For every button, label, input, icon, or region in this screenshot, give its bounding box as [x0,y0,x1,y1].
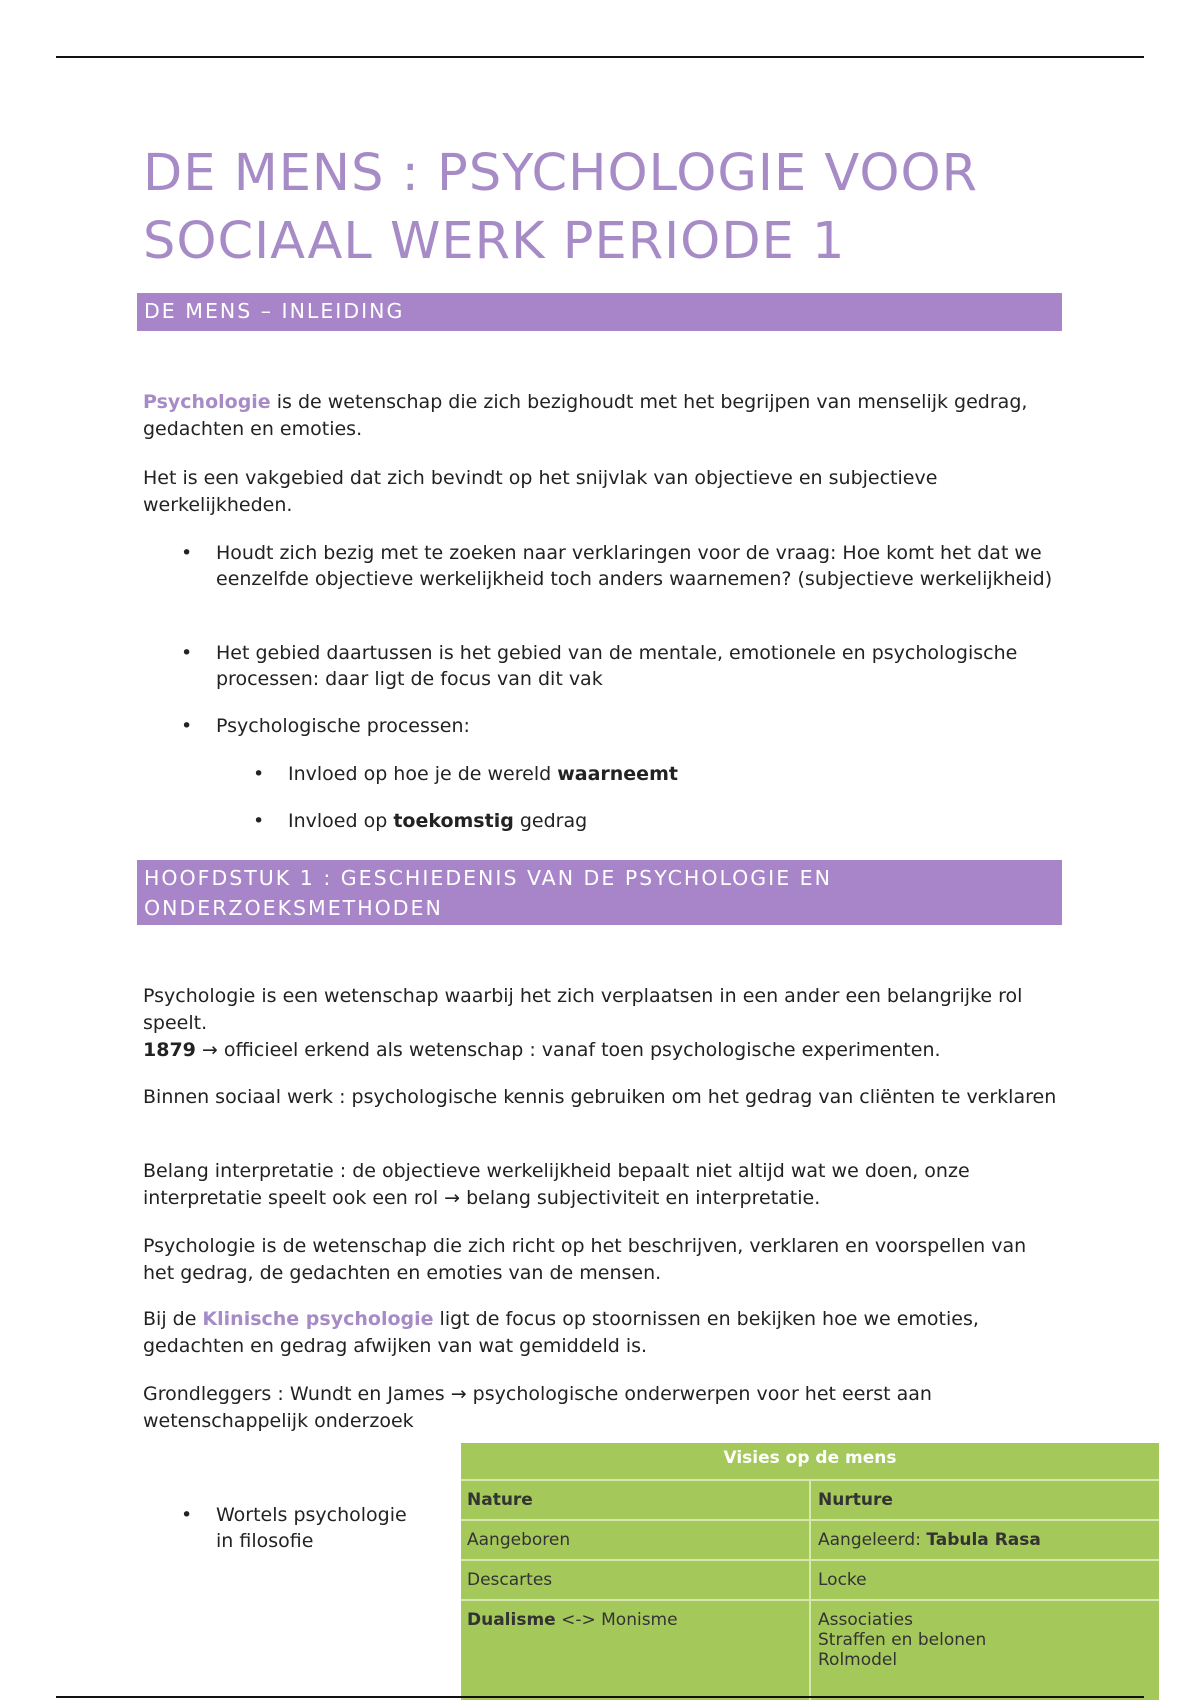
bullet-icon: • [253,763,265,785]
term-klinische-psychologie: Klinische psychologie [202,1308,434,1330]
bold-term: waarneemt [557,763,678,785]
bullet-icon: • [181,1504,193,1526]
cell-line: Straffen en belonen [818,1630,987,1650]
paragraph-text: Psychologie is een wetenschap waarbij het zich verplaatsen in een ander een belangrijke rol speelt. [143,985,1023,1034]
paragraph-definitie: Psychologie is de wetenschap die zich richt op het beschrijven, verklaren en voorspellen van het gedrag, de gedachten en emoties van de mensen. [143,1235,1027,1284]
paragraph-vakgebied: Het is een vakgebied dat zich bevindt op het snijvlak van objectieve en subjectieve werkelijkheden. [143,467,938,516]
list-item [181,540,1076,592]
list-item-text: gedrag [513,810,588,832]
paragraph-grondleggers: Grondleggers : Wundt en James → psychologische onderwerpen voor het eerst aan wetenschappelijk onderzoek [143,1383,932,1432]
bullet-icon: • [181,715,193,737]
list-item-text: Invloed op [288,810,394,832]
paragraph-klinische [143,1306,1063,1360]
cell-line: Rolmodel [818,1650,898,1670]
cell-line: Associaties [818,1610,913,1630]
table-cell [818,1610,1154,1670]
list-item-text: Invloed op hoe je de wereld [288,763,558,785]
table-cell [467,1610,803,1630]
table-cell: Locke [818,1570,867,1590]
bullet-icon: • [181,542,193,564]
section-heading-inleiding: DE MENS – INLEIDING [137,293,1062,331]
bullet-icon: • [253,810,265,832]
bottom-rule [56,1696,1144,1698]
sub-list-item [253,761,1068,787]
visies-table [461,1443,1159,1700]
paragraph-text: → officieel erkend als wetenschap : vanaf toen psychologische experimenten. [195,1039,941,1061]
list-item-text: Wortels psychologie in filosofie [216,1504,407,1552]
list-item [181,713,1076,739]
bold-term: Tabula Rasa [926,1530,1041,1550]
paragraph-wetenschap [143,983,1063,1064]
paragraph-sociaal-werk: Binnen sociaal werk : psychologische kennis gebruiken om het gedrag van cliënten te verklaren [143,1086,1057,1108]
table-cell [818,1530,1154,1550]
paragraph-text: Bij de [143,1308,203,1330]
list-item [181,1502,416,1554]
table-column-divider [809,1479,811,1700]
paragraph-psychologie [143,389,1063,443]
cell-text: <-> Monisme [555,1610,678,1630]
table-header-nurture: Nurture [818,1490,893,1510]
table-caption: Visies op de mens [723,1448,897,1468]
list-item-text: Houdt zich bezig met te zoeken naar verklaringen voor de vraag: Hoe komt het dat we eenzelfde objectieve werkelijkheid toch anders waarnemen? (subjectieve werkelijkheid) [216,542,1053,590]
paragraph-text: ligt de focus op stoornissen en bekijken hoe we emoties, gedachten en gedrag afwijken van wat gemiddeld is. [143,1308,979,1357]
top-rule [56,56,1144,58]
list-item-text: Het gebied daartussen is het gebied van de mentale, emotionele en psychologische processen: daar ligt de focus van dit vak [216,642,1018,690]
list-item [181,640,1076,692]
bold-term: Dualisme [467,1610,556,1630]
term-psychologie: Psychologie [143,391,271,413]
bullet-icon: • [181,642,193,664]
table-cell: Aangeboren [467,1530,571,1550]
table-cell: Descartes [467,1570,553,1590]
year: 1879 [143,1039,196,1061]
list-item-text: Psychologische processen: [216,715,470,737]
section-heading-hoofdstuk-1: HOOFDSTUK 1 : GESCHIEDENIS VAN DE PSYCHOLOGIE EN ONDERZOEKSMETHODEN [137,860,1062,925]
paragraph-interpretatie: Belang interpretatie : de objectieve werkelijkheid bepaalt niet altijd wat we doen, onze interpretatie speelt ook een rol → belang subjectiviteit en interpretatie. [143,1160,970,1209]
bold-term: toekomstig [393,810,514,832]
sub-list-item [253,808,1068,834]
table-header-nature: Nature [467,1490,533,1510]
document-title: DE MENS : PSYCHOLOGIE VOOR SOCIAAL WERK PERIODE 1 [143,144,979,271]
cell-text: Aangeleerd: [818,1530,927,1550]
paragraph-text: is de wetenschap die zich bezighoudt met het begrijpen van menselijk gedrag, gedachten en emoties. [143,391,1028,440]
